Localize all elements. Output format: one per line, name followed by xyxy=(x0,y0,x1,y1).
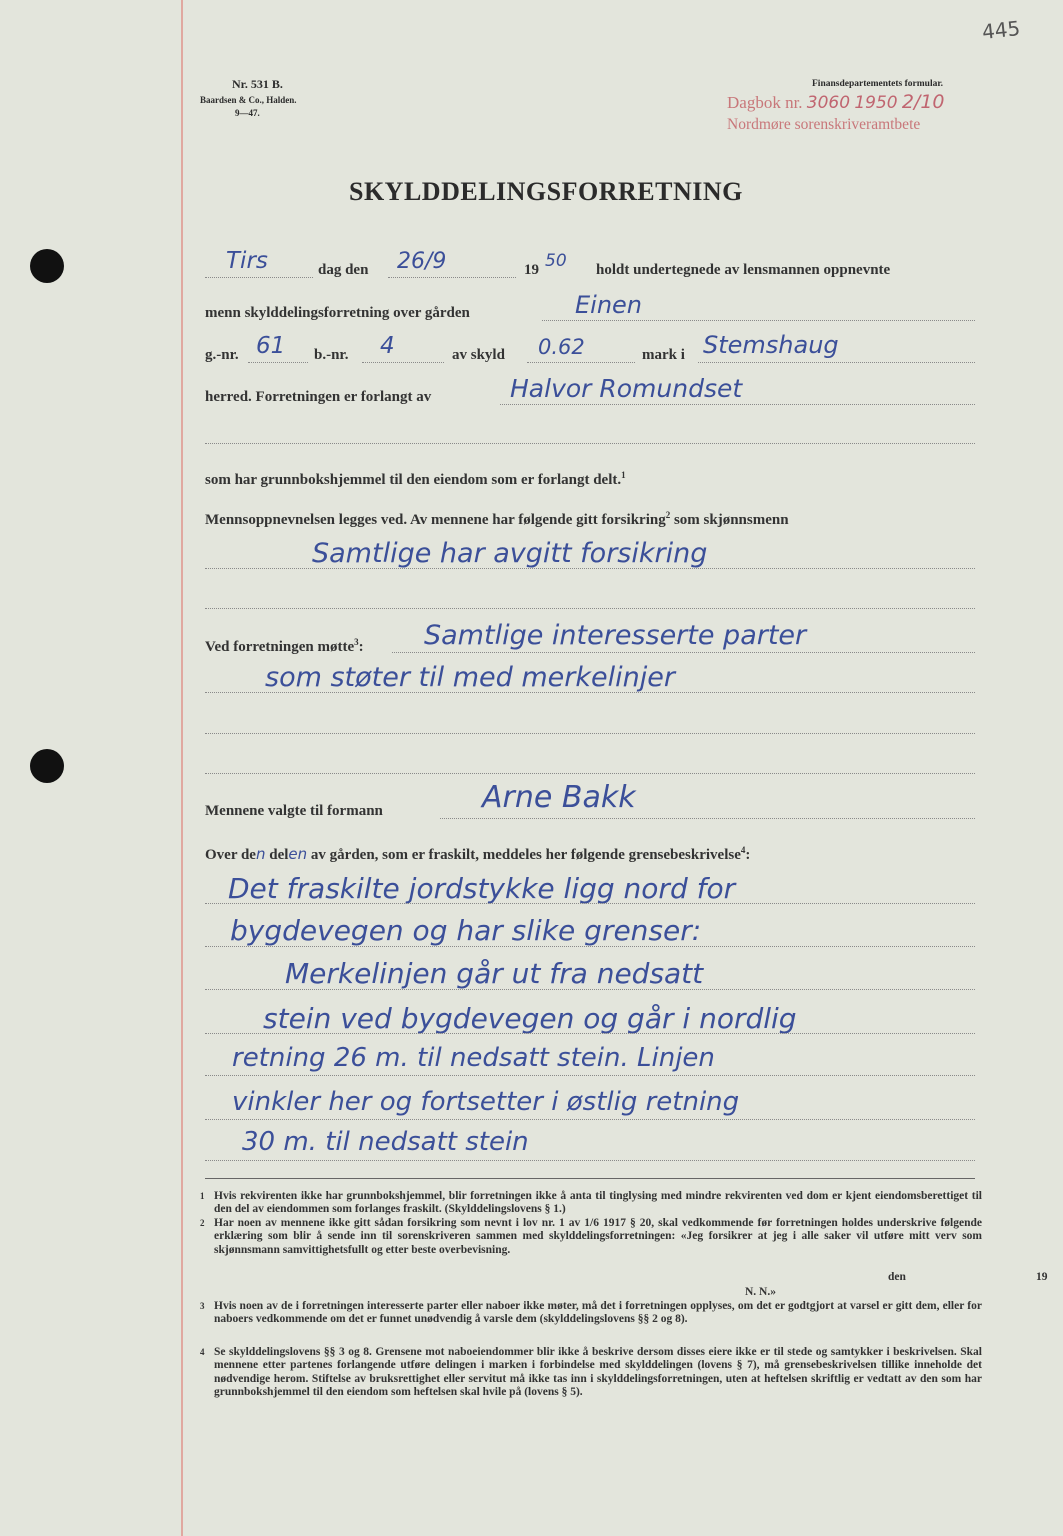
line1-text: holdt undertegnede av lensmannen oppnevnte xyxy=(596,262,891,278)
footnote-1: 1 Hvis rekvirenten ikke har grunnbokshjemmel, blir forretningen ikke å anta til tinglysing med mindre rekvirenten ved dom er kjent eiendomsberettiget til den del av eiendommen som forlanges fraskilt. (Skylddelingslovens § 1.) xyxy=(200,1190,982,1216)
stamp-office: Nordmøre sorenskriveramtbete xyxy=(727,116,921,133)
page-number: 445 xyxy=(980,16,1022,44)
year-value: 50 xyxy=(545,251,567,271)
journal-stamp xyxy=(727,92,945,113)
farm-value: Einen xyxy=(575,291,643,319)
footnote-3: 3 Hvis noen av de i forretningen interesserte parter eller naboer ikke møter, må det i forretningen opplyses, om det er godtgjort at varsel er gitt dem, eller for naboers vedkommende om det er funnet unødvendig å varsle dem (skylddelingslovens §§ 2 og 8). xyxy=(200,1300,982,1326)
form-number: Nr. 531 B. xyxy=(232,77,283,91)
punch-hole-bottom xyxy=(30,749,64,783)
skyld-label: av skyld xyxy=(452,347,505,363)
margin-line xyxy=(181,0,183,1536)
municipality-value: Stemshaug xyxy=(703,331,839,359)
day-label: dag den xyxy=(318,262,369,278)
print-date: 9—47. xyxy=(235,108,260,118)
hjemmel-text: som har grunnbokshjemmel til den eiendom som er forlangt delt.$^1$ xyxy=(205,470,626,488)
boundary-line-5: retning 26 m. til nedsatt stein. Linjen xyxy=(232,1043,715,1073)
requested-label: herred. Forretningen er forlangt av xyxy=(205,389,432,405)
attended-label: Ved forretningen møtte$^3$: xyxy=(205,637,364,655)
chairman-value: Arne Bakk xyxy=(482,780,636,815)
boundary-line-3: Merkelinjen går ut fra nedsatt xyxy=(285,957,704,990)
document-title: SKYLDDELINGSFORRETNING xyxy=(349,177,743,206)
punch-hole-top xyxy=(30,249,64,283)
insurance-text: Mennsoppnevnelsen legges ved. Av mennene har følgende gitt forsikring$^2$ som skjønnsmenn xyxy=(205,510,789,528)
stamp-label: Dagbok nr. xyxy=(727,93,803,112)
date-value: 26/9 xyxy=(397,249,447,274)
footnote-2: 2 Har noen av mennene ikke gitt sådan forsikring som nevnt i lov nr. 1 av 1/6 1917 § 20, skal vedkommende før forretningen holdes underskrive følgende erklæring som blir å sende inn til sorenskriveren sammen med skylddelingsforretningen: «Jeg forsikrer at jeg i alle saker vil utføre mitt verv som skjønnsmann samvittighetsfullt og etter beste overbevisning. den 19 xyxy=(200,1217,1048,1283)
printer-name: Baardsen & Co., Halden. xyxy=(200,95,297,105)
attended-line-2: som støter til med merkelinjer xyxy=(265,662,675,693)
footnote-4: 4 Se skylddelingslovens §§ 3 og 8. Grensene mot naboeiendommer blir ikke å beskrive dersom disses eiere ikke er til stede og samtykker i beskrivelsen. Skal mennene etter partenes forlangende utføre delingen i marken i forbindelse med skylddelingen (lovens § 7), må grensebeskrivelsen tillike inneholde det nødvendige herom. Stiftelse av bruksrettighet eller servitut må ikke tas inn i skylddelingsforretningen, uten at heftelsen skriftlig er vedtatt av den som har grunnbokshjemmel til den eiendom som heftelsen skal hvile på (lovens § 5). xyxy=(200,1346,982,1399)
boundary-label: Over den delen av gården, som er fraskilt, meddeles her følgende grensebeskrivelse$^4$: xyxy=(205,845,751,863)
farm-label: menn skylddelingsforretning over gården xyxy=(205,305,470,321)
skyld-value: 0.62 xyxy=(538,335,585,359)
bnr-value: 4 xyxy=(380,333,395,359)
boundary-line-1: Det fraskilte jordstykke ligg nord for xyxy=(228,872,736,905)
insurance-value: Samtlige har avgitt forsikring xyxy=(312,538,708,569)
boundary-line-2: bygdevegen og har slike grenser: xyxy=(230,914,702,947)
boundary-line-4: stein ved bygdevegen og går i nordlig xyxy=(263,1002,797,1035)
boundary-line-7: 30 m. til nedsatt stein xyxy=(242,1127,529,1157)
stamp-year: 1950 xyxy=(854,93,898,113)
gnr-label: g.-nr. xyxy=(205,347,239,363)
bnr-label: b.-nr. xyxy=(314,347,349,363)
attended-line-1: Samtlige interesserte parter xyxy=(424,620,807,651)
footnote-separator xyxy=(205,1178,975,1179)
weekday-value: Tirs xyxy=(226,248,268,274)
ministry-formular: Finansdepartementets formular. xyxy=(812,79,944,89)
footnote-2-signature: N. N.» xyxy=(745,1286,776,1298)
mark-label: mark i xyxy=(642,347,685,363)
gnr-value: 61 xyxy=(256,333,286,359)
stamp-number: 3060 xyxy=(806,93,851,113)
stamp-date: 2/10 xyxy=(901,91,945,113)
boundary-line-6: vinkler her og fortsetter i østlig retning xyxy=(232,1087,740,1117)
chairman-label: Mennene valgte til formann xyxy=(205,803,383,819)
year-prefix: 19 xyxy=(524,262,539,278)
requested-by-value: Halvor Romundset xyxy=(510,374,743,403)
